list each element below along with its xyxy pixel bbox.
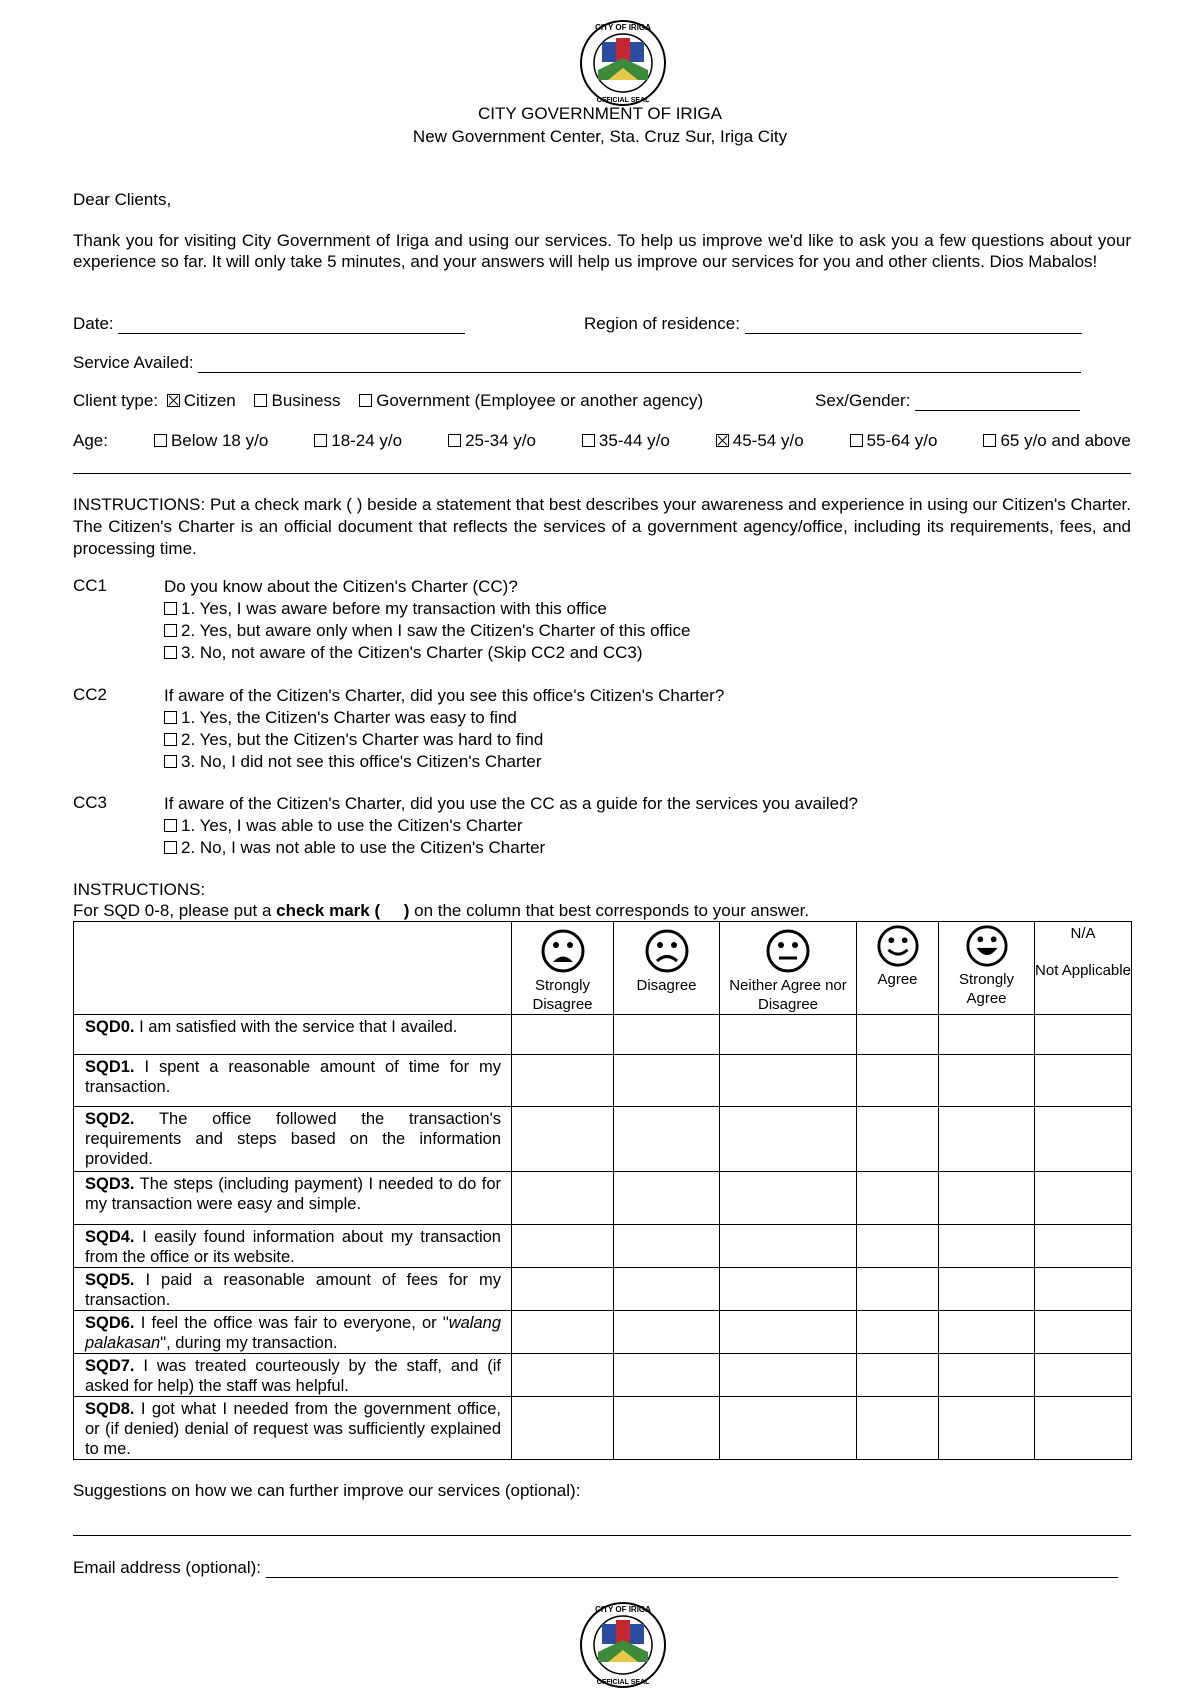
sqd3-na-cell[interactable] (1035, 1172, 1132, 1225)
cc1-question: Do you know about the Citizen's Charter (CC)? (164, 577, 518, 596)
very-sad-face-icon (540, 928, 586, 974)
city-seal-bottom-icon (578, 1600, 668, 1690)
sqd1-text: I spent a reasonable amount of time for my transaction. (85, 1058, 501, 1096)
header-not-applicable-label: Not Applicable (1035, 962, 1131, 979)
instructions-sqd-pre: For SQD 0-8, please put a (73, 901, 277, 920)
client-type-label: Client type: (73, 391, 159, 410)
cc1-option2-checkbox[interactable] (164, 624, 177, 637)
sqd0-strongly-agree-cell[interactable] (939, 1015, 1035, 1055)
sqd4-neutral-cell[interactable] (720, 1225, 857, 1268)
sqd3-strongly-agree-cell[interactable] (939, 1172, 1035, 1225)
sqd4-code: SQD4. (85, 1228, 135, 1246)
cc1-option3-checkbox[interactable] (164, 646, 177, 659)
sqd-header-blank (74, 922, 512, 1015)
sqd7-statement (74, 1354, 512, 1397)
sqd-row (74, 1397, 1132, 1460)
header-strongly-disagree-label: Strongly Disagree (532, 977, 593, 1013)
sqd0-agree-cell[interactable] (857, 1015, 939, 1055)
sqd6-text-italic: walang palakasan (85, 1314, 501, 1352)
sqd5-disagree-cell[interactable] (614, 1268, 720, 1311)
sqd6-na-cell[interactable] (1035, 1311, 1132, 1354)
service-field[interactable] (198, 354, 1081, 373)
age-65-above-label: 65 y/o and above (1000, 431, 1131, 450)
sqd7-na-cell[interactable] (1035, 1354, 1132, 1397)
sqd2-text: The office followed the transaction's requirements and steps based on the information provided. (85, 1110, 501, 1168)
sqd5-statement (74, 1268, 512, 1311)
sqd4-disagree-cell[interactable] (614, 1225, 720, 1268)
age-45-54-label: 45-54 y/o (732, 431, 804, 450)
smile-face-icon (876, 924, 920, 968)
sqd8-statement (74, 1397, 512, 1460)
email-field[interactable] (266, 1559, 1118, 1578)
cc2-question: If aware of the Citizen's Charter, did you see this office's Citizen's Charter? (164, 686, 725, 705)
sqd6-code: SQD6. (85, 1314, 135, 1332)
sqd1-neutral-cell[interactable] (720, 1055, 857, 1107)
sqd2-code: SQD2. (85, 1110, 135, 1128)
header-agree (857, 922, 939, 1015)
sqd5-strongly-disagree-cell[interactable] (512, 1268, 614, 1311)
sqd6-strongly-disagree-cell[interactable] (512, 1311, 614, 1354)
cc2-option1-checkbox[interactable] (164, 711, 177, 724)
sqd8-code: SQD8. (85, 1400, 135, 1418)
header-agree-label: Agree (877, 971, 918, 988)
sqd7-strongly-disagree-cell[interactable] (512, 1354, 614, 1397)
sqd8-disagree-cell[interactable] (614, 1397, 720, 1460)
sqd3-statement (74, 1172, 512, 1225)
sqd2-strongly-disagree-cell[interactable] (512, 1107, 614, 1172)
seal-bottom-text: OFFICIAL SEAL (596, 97, 650, 104)
header-strongly-disagree (512, 922, 614, 1015)
sqd2-statement (74, 1107, 512, 1172)
cc1-option1-checkbox[interactable] (164, 602, 177, 615)
sqd-row (74, 1225, 1132, 1268)
sqd4-na-cell[interactable] (1035, 1225, 1132, 1268)
sqd3-text: The steps (including payment) I needed to do for my transaction were easy and simple. (85, 1175, 501, 1213)
age-label: Age: (73, 431, 108, 450)
sqd8-neutral-cell[interactable] (720, 1397, 857, 1460)
cc2-option3-label: 3. No, I did not see this office's Citizen's Charter (181, 752, 542, 771)
sqd3-strongly-disagree-cell[interactable] (512, 1172, 614, 1225)
sqd6-text-pre: I feel the office was fair to everyone, or " (134, 1314, 449, 1332)
suggestions-label: Suggestions on how we can further improve our services (optional): (73, 1481, 581, 1500)
divider (73, 473, 1131, 474)
header-disagree (614, 922, 720, 1015)
sqd-row (74, 1055, 1132, 1107)
cc2-option2-label: 2. Yes, but the Citizen's Charter was hard to find (181, 730, 544, 749)
sqd0-code: SQD0. (85, 1018, 135, 1036)
sqd2-na-cell[interactable] (1035, 1107, 1132, 1172)
age-25-34-checkbox[interactable] (448, 434, 461, 447)
cc1-option2-label: 2. Yes, but aware only when I saw the Citizen's Charter of this office (181, 621, 691, 640)
client-type-business-checkbox[interactable] (254, 394, 267, 407)
sex-row (815, 391, 1080, 411)
sqd1-na-cell[interactable] (1035, 1055, 1132, 1107)
age-below18-checkbox[interactable] (154, 434, 167, 447)
big-smile-face-icon (965, 924, 1009, 968)
cc3-question-block (164, 793, 858, 859)
sqd6-disagree-cell[interactable] (614, 1311, 720, 1354)
cc3-option2-label: 2. No, I was not able to use the Citizen's Charter (181, 838, 546, 857)
intro-paragraph: Thank you for visiting City Government of Iriga and using our services. To help us improve we'd like to ask you a few questions about your experience so far. It will only take 5 minutes, and your answers will help us improve our services for you and other clients. Dios Mabalos! (73, 231, 1131, 271)
sqd-table (73, 921, 1132, 1460)
age-row (73, 431, 1131, 451)
cc2-option2-checkbox[interactable] (164, 733, 177, 746)
email-label: Email address (optional): (73, 1558, 262, 1577)
sqd-row (74, 1268, 1132, 1311)
greeting: Dear Clients, (73, 190, 172, 209)
age-35-44-label: 35-44 y/o (598, 431, 670, 450)
sqd2-agree-cell[interactable] (857, 1107, 939, 1172)
sqd5-strongly-agree-cell[interactable] (939, 1268, 1035, 1311)
cc2-option1-label: 1. Yes, the Citizen's Charter was easy to find (181, 708, 517, 727)
sex-field[interactable] (915, 392, 1080, 411)
sqd6-text-post: ", during my transaction. (160, 1334, 338, 1352)
city-seal-icon (578, 18, 668, 108)
header-neutral (720, 922, 857, 1015)
date-row (73, 314, 465, 334)
age-45-54-checkbox[interactable] (716, 434, 729, 447)
sqd6-agree-cell[interactable] (857, 1311, 939, 1354)
cc2-code: CC2 (73, 685, 108, 704)
client-type-government-label: Government (Employee or another agency) (376, 391, 704, 410)
region-field[interactable] (745, 315, 1082, 334)
sqd8-strongly-agree-cell[interactable] (939, 1397, 1035, 1460)
sqd1-strongly-disagree-cell[interactable] (512, 1055, 614, 1107)
sqd1-strongly-agree-cell[interactable] (939, 1055, 1035, 1107)
age-25-34-label: 25-34 y/o (465, 431, 536, 450)
sqd7-disagree-cell[interactable] (614, 1354, 720, 1397)
header-neutral-label: Neither Agree nor Disagree (729, 977, 847, 1013)
sqd5-text: I paid a reasonable amount of fees for my transaction. (85, 1271, 501, 1309)
sqd4-statement (74, 1225, 512, 1268)
sqd7-strongly-agree-cell[interactable] (939, 1354, 1035, 1397)
service-label: Service Availed: (73, 353, 194, 372)
sqd6-neutral-cell[interactable] (720, 1311, 857, 1354)
sqd4-agree-cell[interactable] (857, 1225, 939, 1268)
sqd0-neutral-cell[interactable] (720, 1015, 857, 1055)
instructions-sqd-title: INSTRUCTIONS: (73, 880, 206, 899)
address: New Government Center, Sta. Cruz Sur, Iriga City (412, 127, 788, 146)
sqd-row (74, 1172, 1132, 1225)
sqd1-disagree-cell[interactable] (614, 1055, 720, 1107)
sad-face-icon (644, 928, 690, 974)
region-label: Region of residence: (584, 314, 740, 333)
sqd3-agree-cell[interactable] (857, 1172, 939, 1225)
sqd-row (74, 1311, 1132, 1354)
cc3-question: If aware of the Citizen's Charter, did you use the CC as a guide for the services you availed? (164, 794, 859, 813)
cc3-option1-label: 1. Yes, I was able to use the Citizen's Charter (181, 816, 523, 835)
sqd6-strongly-agree-cell[interactable] (939, 1311, 1035, 1354)
sqd0-na-cell[interactable] (1035, 1015, 1132, 1055)
age-55-64-checkbox[interactable] (850, 434, 863, 447)
sqd4-text: I easily found information about my transaction from the office or its website. (85, 1228, 501, 1266)
cc3-option1-checkbox[interactable] (164, 819, 177, 832)
header-strongly-agree (939, 922, 1035, 1015)
instructions-cc: INSTRUCTIONS: Put a check mark ( ) beside a statement that best describes your awareness and experience in using our Citizen's Charter. The Citizen's Charter is an official document that reflects the services of a government agency/office, including its requirements, fees, and processing time. (73, 495, 1131, 558)
sqd4-strongly-agree-cell[interactable] (939, 1225, 1035, 1268)
age-65-above-checkbox[interactable] (983, 434, 996, 447)
date-label: Date: (73, 314, 114, 333)
sqd7-text: I was treated courteously by the staff, and (if asked for help) the staff was helpful. (85, 1357, 501, 1395)
sqd-row (74, 1107, 1132, 1172)
client-type-citizen-label: Citizen (183, 391, 236, 410)
neutral-face-icon (765, 928, 811, 974)
sqd7-code: SQD7. (85, 1357, 135, 1375)
instructions-sqd-bold: check mark ( ) (276, 901, 410, 920)
sqd5-neutral-cell[interactable] (720, 1268, 857, 1311)
sqd5-na-cell[interactable] (1035, 1268, 1132, 1311)
region-row (584, 314, 1082, 334)
sqd-row (74, 1015, 1132, 1055)
sqd8-agree-cell[interactable] (857, 1397, 939, 1460)
sqd5-code: SQD5. (85, 1271, 135, 1289)
sqd1-statement (74, 1055, 512, 1107)
cc1-code: CC1 (73, 576, 108, 595)
age-below18-label: Below 18 y/o (170, 431, 269, 450)
sqd5-agree-cell[interactable] (857, 1268, 939, 1311)
seal-top-text: CITY OF IRIGA (595, 23, 651, 32)
seal-bottom-top-text: CITY OF IRIGA (595, 1605, 651, 1614)
client-type-row (73, 391, 717, 411)
sqd8-na-cell[interactable] (1035, 1397, 1132, 1460)
header-na-top: N/A (1070, 925, 1096, 942)
instructions-sqd (73, 879, 809, 921)
age-35-44-checkbox[interactable] (582, 434, 595, 447)
age-18-24-label: 18-24 y/o (331, 431, 403, 450)
cc2-question-block (164, 685, 724, 773)
header-disagree-label: Disagree (636, 977, 697, 994)
sqd2-strongly-agree-cell[interactable] (939, 1107, 1035, 1172)
sqd3-disagree-cell[interactable] (614, 1172, 720, 1225)
suggestions-field[interactable] (73, 1535, 1131, 1536)
service-row (73, 353, 1081, 373)
header-not-applicable (1035, 922, 1132, 1015)
cc1-option3-label: 3. No, not aware of the Citizen's Charter (Skip CC2 and CC3) (181, 643, 643, 662)
sqd3-code: SQD3. (85, 1175, 135, 1193)
email-row (73, 1558, 1118, 1578)
sqd0-strongly-disagree-cell[interactable] (512, 1015, 614, 1055)
sqd1-code: SQD1. (85, 1058, 135, 1076)
sqd7-neutral-cell[interactable] (720, 1354, 857, 1397)
sqd2-disagree-cell[interactable] (614, 1107, 720, 1172)
instructions-sqd-post: on the column that best corresponds to your answer. (409, 901, 810, 920)
cc1-option1-label: 1. Yes, I was aware before my transaction with this office (181, 599, 607, 618)
sex-label: Sex/Gender: (815, 391, 911, 410)
sqd-header-row (74, 922, 1132, 1015)
age-55-64-label: 55-64 y/o (866, 431, 938, 450)
client-type-citizen-checkbox[interactable] (167, 394, 180, 407)
seal-bottom-bottom-text: OFFICIAL SEAL (596, 1679, 650, 1686)
header-strongly-agree-label: Strongly Agree (958, 971, 1015, 1007)
sqd-row (74, 1354, 1132, 1397)
sqd6-statement (74, 1311, 512, 1354)
age-18-24-checkbox[interactable] (314, 434, 327, 447)
cc2-option3-checkbox[interactable] (164, 755, 177, 768)
sqd0-disagree-cell[interactable] (614, 1015, 720, 1055)
sqd8-text: I got what I needed from the government office, or (if denied) denial of request was sufficiently explained to me. (85, 1400, 501, 1458)
client-type-government-checkbox[interactable] (359, 394, 372, 407)
sqd0-text: I am satisfied with the service that I availed. (134, 1018, 458, 1036)
cc1-question-block (164, 576, 690, 664)
sqd1-agree-cell[interactable] (857, 1055, 939, 1107)
cc3-option2-checkbox[interactable] (164, 841, 177, 854)
cc3-code: CC3 (73, 793, 108, 812)
sqd4-strongly-disagree-cell[interactable] (512, 1225, 614, 1268)
date-field[interactable] (118, 315, 465, 334)
sqd2-neutral-cell[interactable] (720, 1107, 857, 1172)
sqd0-statement (74, 1015, 512, 1055)
sqd8-strongly-disagree-cell[interactable] (512, 1397, 614, 1460)
sqd7-agree-cell[interactable] (857, 1354, 939, 1397)
sqd3-neutral-cell[interactable] (720, 1172, 857, 1225)
client-type-business-label: Business (271, 391, 341, 410)
page-title: CITY GOVERNMENT OF IRIGA (477, 104, 722, 123)
